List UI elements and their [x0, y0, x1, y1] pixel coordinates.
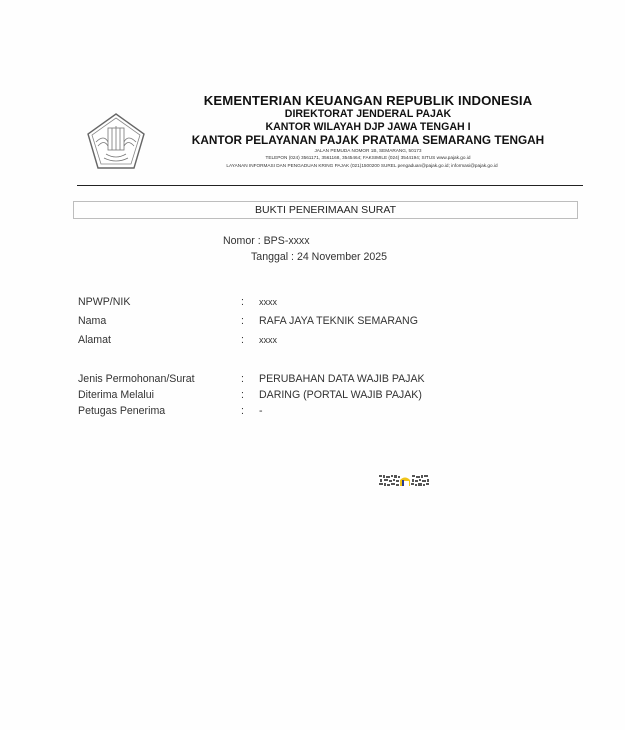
letterhead-ministry: KEMENTERIAN KEUANGAN REPUBLIK INDONESIA	[203, 93, 533, 108]
detail-separator: :	[241, 334, 244, 346]
detail-label: Alamat	[78, 334, 111, 346]
detail-separator: :	[241, 389, 244, 401]
detail-separator: :	[241, 405, 244, 417]
barcode-icon	[378, 474, 430, 487]
detail-separator: :	[241, 296, 244, 308]
ministry-emblem-icon	[86, 112, 146, 170]
detail-value: PERUBAHAN DATA WAJIB PAJAK	[259, 373, 425, 385]
letterhead-contact: TELEPON (024) 3561171, 3561168, 3545464; FAKSIMILE (024) 3544194; SITUS www.pajak.go.id	[265, 155, 471, 161]
letterhead-regional-office: KANTOR WILAYAH DJP JAWA TENGAH I	[265, 120, 471, 133]
detail-value: xxxx	[259, 335, 277, 345]
document-title-box	[73, 201, 578, 219]
detail-label: Jenis Permohonan/Surat	[78, 373, 195, 385]
detail-label: Nama	[78, 315, 107, 327]
letterhead-divider	[77, 185, 583, 186]
document-date: Tanggal : 24 November 2025	[251, 251, 388, 263]
letterhead-tax-office: KANTOR PELAYANAN PAJAK PRATAMA SEMARANG TENGAH	[191, 133, 545, 147]
detail-label: NPWP/NIK	[78, 296, 131, 308]
detail-label: Petugas Penerima	[78, 405, 166, 417]
detail-value: xxxx	[259, 297, 277, 307]
letterhead-directorate: DIREKTORAT JENDERAL PAJAK	[284, 108, 452, 120]
detail-separator: :	[241, 315, 244, 327]
detail-separator: :	[241, 373, 244, 385]
letterhead-address: JALAN PEMUDA NOMOR 1B, SEMARANG, 50173	[314, 148, 422, 153]
letterhead-service: LAYANAN INFORMASI DAN PENGADUAN KRING PAJAK (021)1500200 SUREL pengaduan@pajak.go.id; informasi@pajak.go.id	[226, 162, 498, 168]
detail-value: -	[259, 405, 263, 417]
detail-label: Diterima Melalui	[78, 389, 154, 401]
document-number: Nomor : BPS-xxxx	[223, 235, 310, 247]
letterhead	[152, 93, 584, 169]
document-title: BUKTI PENERIMAAN SURAT	[255, 204, 396, 216]
detail-value: DARING (PORTAL WAJIB PAJAK)	[259, 389, 422, 401]
detail-value: RAFA JAYA TEKNIK SEMARANG	[259, 315, 418, 327]
